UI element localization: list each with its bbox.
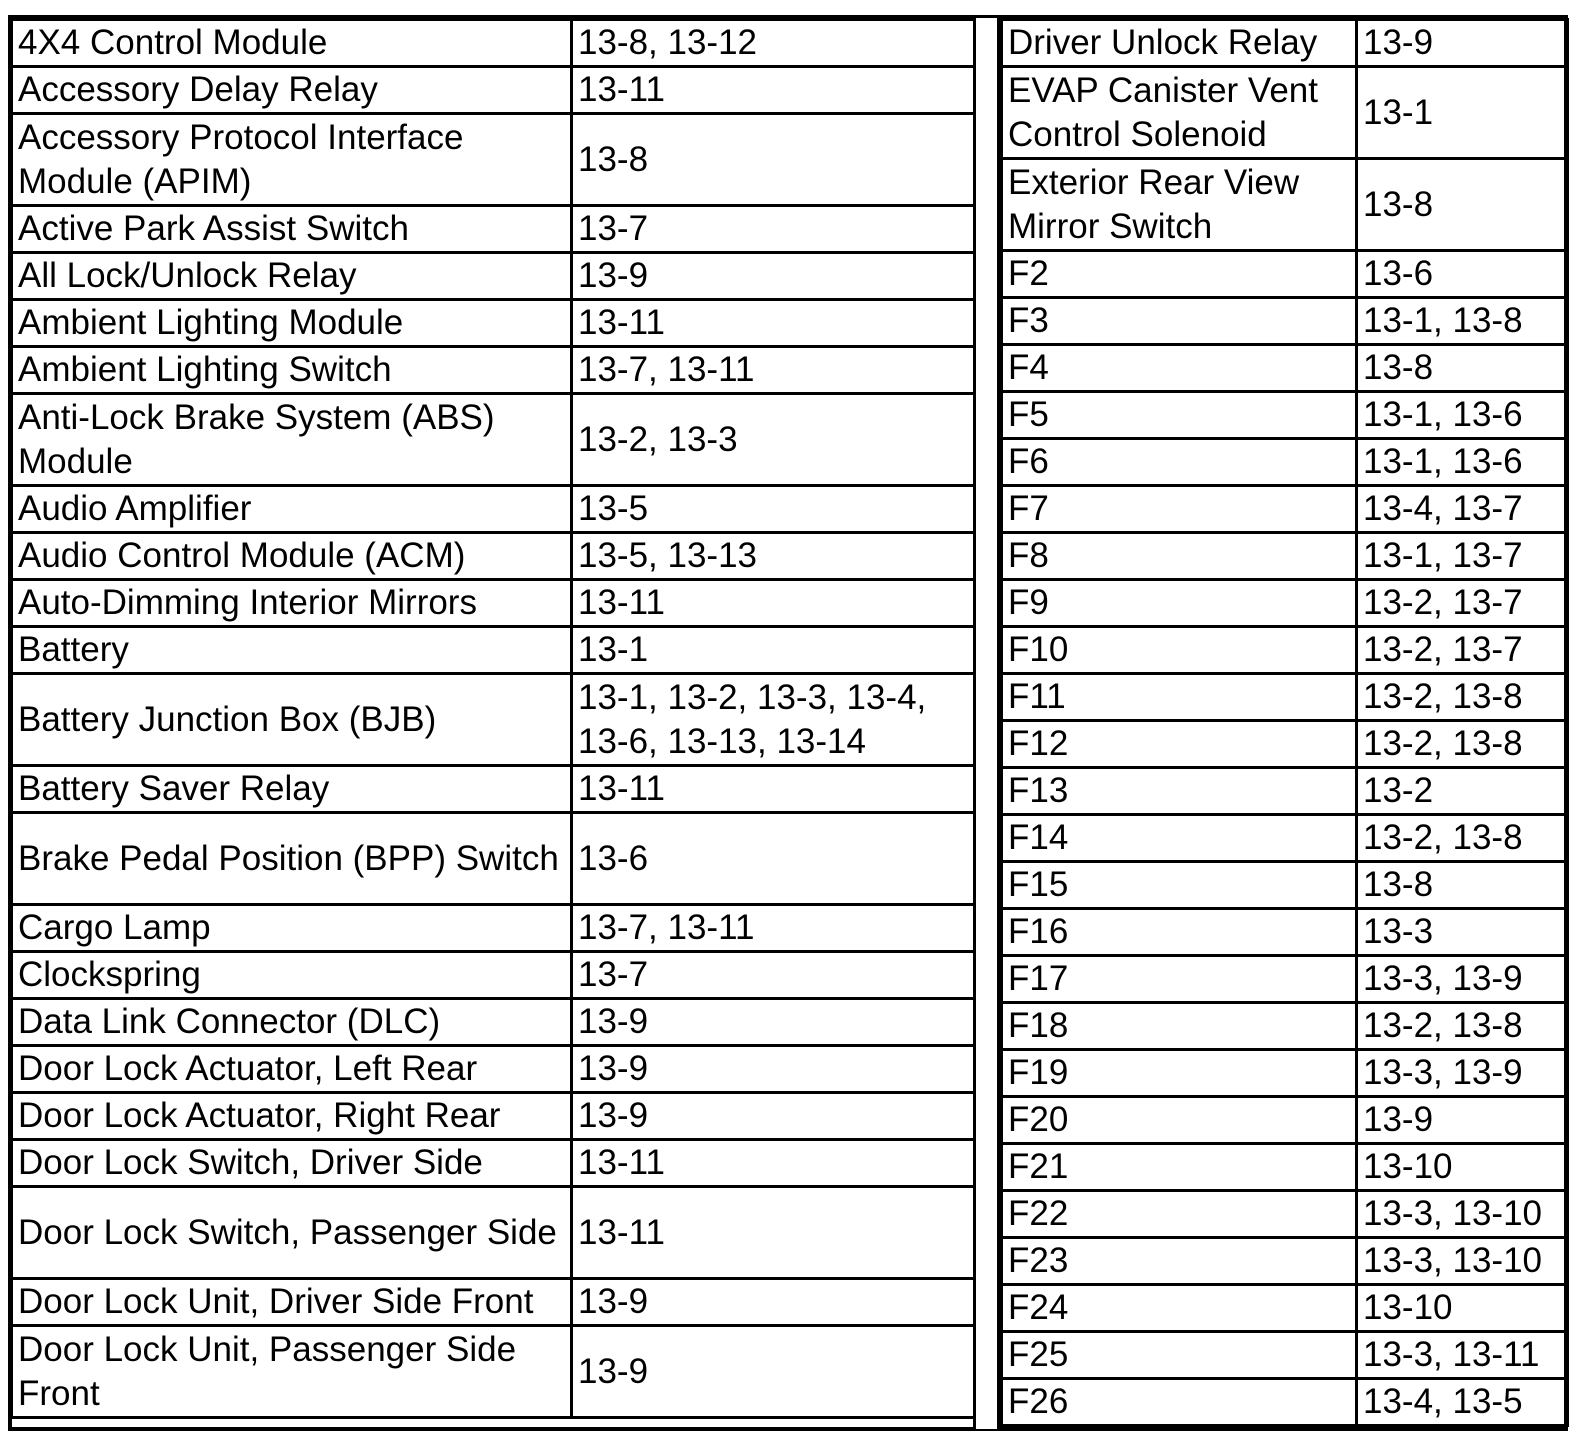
component-cell: F14: [1002, 815, 1357, 862]
table-row: [1002, 1332, 1568, 1379]
table-row: [1002, 1003, 1568, 1050]
page-ref-cell: 13-8: [1357, 159, 1568, 251]
component-cell: Door Lock Switch, Driver Side: [12, 1140, 572, 1187]
page-ref-cell: 13-3, 13-9: [1357, 1050, 1568, 1097]
component-cell: Door Lock Actuator, Left Rear: [12, 1046, 572, 1093]
table-row: [1002, 768, 1568, 815]
table-row: [1002, 159, 1568, 251]
page-ref-cell: 13-3, 13-10: [1357, 1191, 1568, 1238]
component-cell: F24: [1002, 1285, 1357, 1332]
table-row: [1002, 251, 1568, 298]
page-ref-cell: 13-9: [572, 1093, 975, 1140]
page-ref-cell: 13-1: [1357, 67, 1568, 159]
component-cell: Brake Pedal Position (BPP) Switch: [12, 813, 572, 905]
page-ref-cell: 13-10: [1357, 1285, 1568, 1332]
component-cell: F23: [1002, 1238, 1357, 1285]
table-row: [12, 627, 975, 674]
component-cell: F16: [1002, 909, 1357, 956]
page-ref-cell: 13-1, 13-8: [1357, 298, 1568, 345]
component-cell: F10: [1002, 627, 1357, 674]
page-ref-cell: 13-11: [572, 1187, 975, 1279]
component-cell: Battery Saver Relay: [12, 766, 572, 813]
page-ref-cell: 13-11: [572, 580, 975, 627]
table-row: [12, 674, 975, 766]
page-ref-cell: 13-4, 13-5: [1357, 1379, 1568, 1426]
page-ref-cell: 13-9: [572, 253, 975, 300]
component-cell: Door Lock Unit, Passenger Side Front: [12, 1326, 572, 1418]
page-ref-cell: 13-9: [572, 999, 975, 1046]
page-ref-cell: 13-1, 13-6: [1357, 392, 1568, 439]
component-cell: F15: [1002, 862, 1357, 909]
page-ref-cell: 13-9: [1357, 20, 1568, 67]
component-cell: F19: [1002, 1050, 1357, 1097]
component-cell: Cargo Lamp: [12, 905, 572, 952]
table-row: [1002, 392, 1568, 439]
page-ref-cell: 13-6: [1357, 251, 1568, 298]
table-row: [12, 347, 975, 394]
page-ref-cell: 13-1, 13-7: [1357, 533, 1568, 580]
page-ref-cell: 13-2, 13-8: [1357, 815, 1568, 862]
page-ref-cell: 13-8: [572, 114, 975, 206]
table-row: [12, 1140, 975, 1187]
table-row: [12, 813, 975, 905]
component-cell: Accessory Delay Relay: [12, 67, 572, 114]
page-ref-cell: 13-2, 13-3: [572, 394, 975, 486]
page-ref-cell: 13-2, 13-8: [1357, 1003, 1568, 1050]
table-row: [12, 394, 975, 486]
table-row: [12, 67, 975, 114]
page-ref-cell: 13-11: [572, 300, 975, 347]
page-ref-cell: 13-8, 13-12: [572, 20, 975, 67]
component-cell: F25: [1002, 1332, 1357, 1379]
component-cell: F11: [1002, 674, 1357, 721]
page-ref-cell: 13-2, 13-8: [1357, 674, 1568, 721]
table-row: [12, 766, 975, 813]
table-row: [12, 20, 975, 67]
component-cell: F18: [1002, 1003, 1357, 1050]
table-row: [1002, 298, 1568, 345]
component-cell: F9: [1002, 580, 1357, 627]
page-ref-cell: 13-10: [1357, 1144, 1568, 1191]
table-row: [12, 1279, 975, 1326]
page-ref-cell: 13-11: [572, 67, 975, 114]
component-cell: Ambient Lighting Module: [12, 300, 572, 347]
page-ref-cell: 13-7: [572, 952, 975, 999]
table-row: [1002, 486, 1568, 533]
table-row: [1002, 1191, 1568, 1238]
page-ref-cell: 13-8: [1357, 862, 1568, 909]
table-row: [12, 253, 975, 300]
component-cell: F2: [1002, 251, 1357, 298]
table-row: [12, 1046, 975, 1093]
table-row: [1002, 862, 1568, 909]
table-row: [12, 533, 975, 580]
page-ref-cell: 13-3, 13-10: [1357, 1238, 1568, 1285]
table-row: [1002, 721, 1568, 768]
table-row: [1002, 1144, 1568, 1191]
component-cell: F21: [1002, 1144, 1357, 1191]
component-cell: Anti-Lock Brake System (ABS) Module: [12, 394, 572, 486]
table-row: [1002, 439, 1568, 486]
page-ref-cell: 13-9: [572, 1326, 975, 1418]
page-ref-cell: 13-2, 13-8: [1357, 721, 1568, 768]
table-row: [1002, 674, 1568, 721]
component-cell: EVAP Canister Vent Control Solenoid: [1002, 67, 1357, 159]
component-cell: F8: [1002, 533, 1357, 580]
page-ref-cell: 13-2, 13-7: [1357, 580, 1568, 627]
page-ref-cell: 13-3: [1357, 909, 1568, 956]
table-row: [1002, 1238, 1568, 1285]
table-row: [1002, 627, 1568, 674]
table-row: [12, 580, 975, 627]
page-ref-cell: 13-7, 13-11: [572, 347, 975, 394]
component-cell: F7: [1002, 486, 1357, 533]
page-ref-cell: 13-4, 13-7: [1357, 486, 1568, 533]
component-cell: Battery: [12, 627, 572, 674]
table-row: [12, 114, 975, 206]
table-row: [12, 952, 975, 999]
table-row: [1002, 580, 1568, 627]
component-cell: F13: [1002, 768, 1357, 815]
component-cell: F12: [1002, 721, 1357, 768]
page-ref-cell: 13-3, 13-11: [1357, 1332, 1568, 1379]
table-row: [1002, 1379, 1568, 1426]
component-cell: All Lock/Unlock Relay: [12, 253, 572, 300]
component-cell: Battery Junction Box (BJB): [12, 674, 572, 766]
table-row: [12, 999, 975, 1046]
component-index-table-left: [10, 18, 976, 1419]
table-row: [1002, 1285, 1568, 1332]
page-ref-cell: 13-9: [572, 1046, 975, 1093]
component-cell: Audio Control Module (ACM): [12, 533, 572, 580]
table-row: [12, 1187, 975, 1279]
component-cell: Door Lock Actuator, Right Rear: [12, 1093, 572, 1140]
component-cell: 4X4 Control Module: [12, 20, 572, 67]
component-cell: Ambient Lighting Switch: [12, 347, 572, 394]
table-row: [12, 905, 975, 952]
page-ref-cell: 13-9: [1357, 1097, 1568, 1144]
component-cell: Accessory Protocol Interface Module (APIM): [12, 114, 572, 206]
component-cell: F5: [1002, 392, 1357, 439]
component-cell: F3: [1002, 298, 1357, 345]
component-cell: F20: [1002, 1097, 1357, 1144]
page-ref-cell: 13-11: [572, 1140, 975, 1187]
component-cell: Active Park Assist Switch: [12, 206, 572, 253]
table-row: [12, 1326, 975, 1418]
page-ref-cell: 13-1, 13-6: [1357, 439, 1568, 486]
column-gutter: [973, 18, 1000, 1429]
component-cell: Clockspring: [12, 952, 572, 999]
table-row: [1002, 67, 1568, 159]
component-cell: Door Lock Unit, Driver Side Front: [12, 1279, 572, 1326]
component-cell: F26: [1002, 1379, 1357, 1426]
table-row: [1002, 909, 1568, 956]
component-cell: Driver Unlock Relay: [1002, 20, 1357, 67]
page-ref-cell: 13-1: [572, 627, 975, 674]
page-ref-cell: 13-2: [1357, 768, 1568, 815]
page-ref-cell: 13-8: [1357, 345, 1568, 392]
table-row: [1002, 345, 1568, 392]
table-row: [1002, 815, 1568, 862]
page-ref-cell: 13-7, 13-11: [572, 905, 975, 952]
page-ref-cell: 13-5, 13-13: [572, 533, 975, 580]
table-row: [1002, 1050, 1568, 1097]
page-ref-cell: 13-1, 13-2, 13-3, 13-4, 13-6, 13-13, 13-14: [572, 674, 975, 766]
page-ref-cell: 13-11: [572, 766, 975, 813]
table-row: [1002, 20, 1568, 67]
component-cell: F22: [1002, 1191, 1357, 1238]
table-row: [1002, 533, 1568, 580]
page-ref-cell: 13-9: [572, 1279, 975, 1326]
component-index-table-right: [1000, 18, 1569, 1427]
page-ref-cell: 13-2, 13-7: [1357, 627, 1568, 674]
component-cell: Door Lock Switch, Passenger Side: [12, 1187, 572, 1279]
component-cell: Exterior Rear View Mirror Switch: [1002, 159, 1357, 251]
table-row: [12, 486, 975, 533]
component-cell: Auto-Dimming Interior Mirrors: [12, 580, 572, 627]
page-ref-cell: 13-3, 13-9: [1357, 956, 1568, 1003]
component-cell: F6: [1002, 439, 1357, 486]
table-row: [12, 1093, 975, 1140]
component-cell: F17: [1002, 956, 1357, 1003]
page-ref-cell: 13-6: [572, 813, 975, 905]
table-row: [12, 300, 975, 347]
table-row: [12, 206, 975, 253]
table-row: [1002, 956, 1568, 1003]
component-cell: Audio Amplifier: [12, 486, 572, 533]
page-ref-cell: 13-5: [572, 486, 975, 533]
table-row: [1002, 1097, 1568, 1144]
component-cell: Data Link Connector (DLC): [12, 999, 572, 1046]
component-cell: F4: [1002, 345, 1357, 392]
page-ref-cell: 13-7: [572, 206, 975, 253]
